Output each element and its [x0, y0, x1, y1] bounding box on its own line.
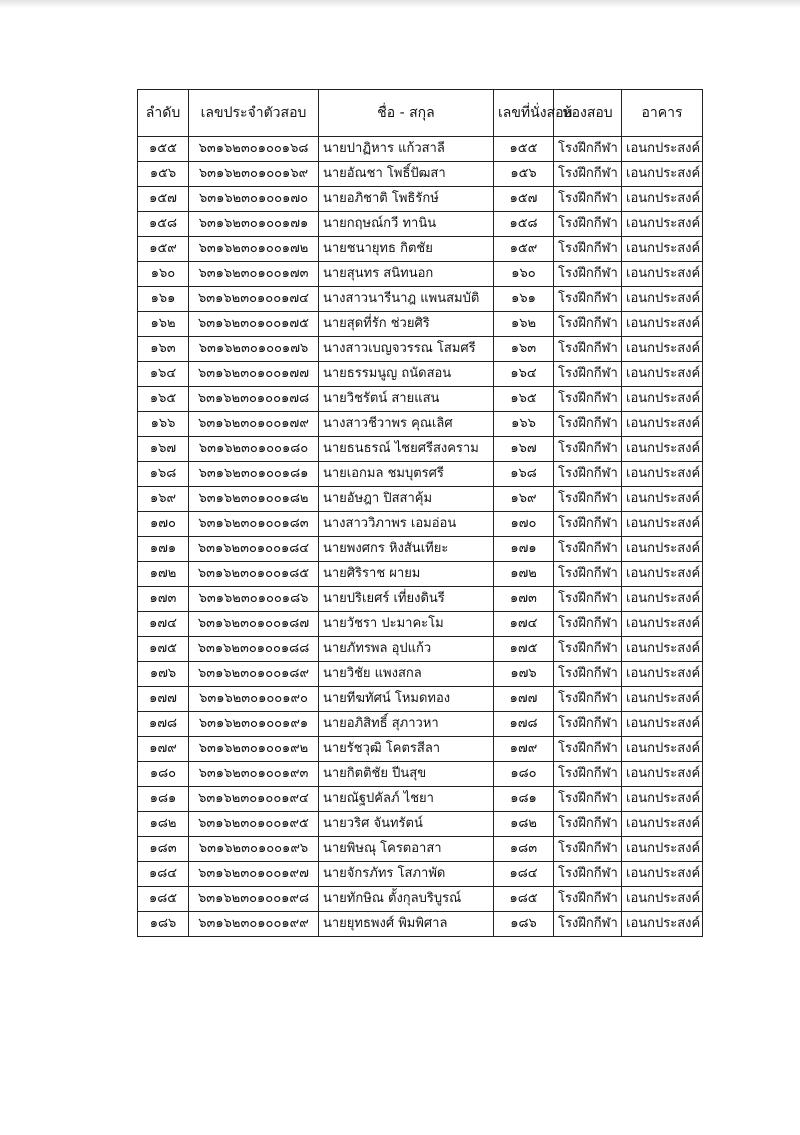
seat-number-cell: ๑๗๕: [494, 637, 554, 662]
table-row: [138, 437, 703, 462]
exam-room-cell: โรงฝึกกีฬา: [554, 312, 622, 337]
seat-number-cell: ๑๗๗: [494, 687, 554, 712]
exam-room-cell: โรงฝึกกีฬา: [554, 762, 622, 787]
header-exam-id: เลขประจำตัวสอบ: [189, 90, 319, 137]
table-row: [138, 787, 703, 812]
full-name-cell: นายธนธรณ์ ไชยศรีสงคราม: [319, 437, 494, 462]
exam-room-cell: โรงฝึกกีฬา: [554, 787, 622, 812]
order-cell: ๑๖๗: [138, 437, 189, 462]
seat-number-cell: ๑๘๒: [494, 812, 554, 837]
exam-id-cell: ๖๓๑๖๒๓๐๑๐๐๑๘๓: [189, 512, 319, 537]
exam-room-cell: โรงฝึกกีฬา: [554, 737, 622, 762]
exam-id-cell: ๖๓๑๖๒๓๐๑๐๐๑๙๓: [189, 762, 319, 787]
building-cell: เอนกประสงค์: [622, 712, 703, 737]
exam-id-cell: ๖๓๑๖๒๓๐๑๐๐๑๗๔: [189, 287, 319, 312]
full-name-cell: นายกิตติชัย ปีนสุข: [319, 762, 494, 787]
exam-id-cell: ๖๓๑๖๒๓๐๑๐๐๑๘๑: [189, 462, 319, 487]
exam-id-cell: ๖๓๑๖๒๓๐๑๐๐๑๙๔: [189, 787, 319, 812]
exam-room-cell: โรงฝึกกีฬา: [554, 362, 622, 387]
seat-number-cell: ๑๖๓: [494, 337, 554, 362]
full-name-cell: นายวริศ จันทรัตน์: [319, 812, 494, 837]
building-cell: เอนกประสงค์: [622, 412, 703, 437]
table-row: [138, 487, 703, 512]
order-cell: ๑๘๓: [138, 837, 189, 862]
seat-number-cell: ๑๕๗: [494, 187, 554, 212]
full-name-cell: นายธรรมนูญ ถนัดสอน: [319, 362, 494, 387]
full-name-cell: นายรัชวุฒิ โคตรสีลา: [319, 737, 494, 762]
building-cell: เอนกประสงค์: [622, 787, 703, 812]
table-row: [138, 262, 703, 287]
full-name-cell: นายเอกมล ชมบุตรศรี: [319, 462, 494, 487]
table-row: [138, 512, 703, 537]
building-cell: เอนกประสงค์: [622, 462, 703, 487]
header-seat-number: เลขที่นั่งสอบ: [494, 90, 554, 137]
building-cell: เอนกประสงค์: [622, 487, 703, 512]
exam-id-cell: ๖๓๑๖๒๓๐๑๐๐๑๙๘: [189, 887, 319, 912]
building-cell: เอนกประสงค์: [622, 687, 703, 712]
table-row: [138, 762, 703, 787]
header-full-name: ชื่อ - สกุล: [319, 90, 494, 137]
order-cell: ๑๗๒: [138, 562, 189, 587]
full-name-cell: นายภัทรพล อุปแก้ว: [319, 637, 494, 662]
seat-number-cell: ๑๗๑: [494, 537, 554, 562]
order-cell: ๑๖๘: [138, 462, 189, 487]
table-row: [138, 887, 703, 912]
order-cell: ๑๘๐: [138, 762, 189, 787]
building-cell: เอนกประสงค์: [622, 637, 703, 662]
order-cell: ๑๖๒: [138, 312, 189, 337]
seat-number-cell: ๑๗๒: [494, 562, 554, 587]
full-name-cell: นายศิริราช ผายม: [319, 562, 494, 587]
order-cell: ๑๗๔: [138, 612, 189, 637]
exam-room-cell: โรงฝึกกีฬา: [554, 162, 622, 187]
exam-id-cell: ๖๓๑๖๒๓๐๑๐๐๑๘๙: [189, 662, 319, 687]
order-cell: ๑๗๑: [138, 537, 189, 562]
order-cell: ๑๘๕: [138, 887, 189, 912]
exam-room-cell: โรงฝึกกีฬา: [554, 212, 622, 237]
exam-room-cell: โรงฝึกกีฬา: [554, 887, 622, 912]
exam-id-cell: ๖๓๑๖๒๓๐๑๐๐๑๘๕: [189, 562, 319, 587]
seat-number-cell: ๑๘๖: [494, 912, 554, 937]
exam-id-cell: ๖๓๑๖๒๓๐๑๐๐๑๙๖: [189, 837, 319, 862]
exam-id-cell: ๖๓๑๖๒๓๐๑๐๐๑๗๐: [189, 187, 319, 212]
order-cell: ๑๖๕: [138, 387, 189, 412]
full-name-cell: นายวัชรา ปะมาคะโม: [319, 612, 494, 637]
exam-id-cell: ๖๓๑๖๒๓๐๑๐๐๑๙๐: [189, 687, 319, 712]
table-row: [138, 462, 703, 487]
building-cell: เอนกประสงค์: [622, 187, 703, 212]
exam-room-cell: โรงฝึกกีฬา: [554, 387, 622, 412]
table-row: [138, 412, 703, 437]
header-exam-room: ห้องสอบ: [554, 90, 622, 137]
building-cell: เอนกประสงค์: [622, 837, 703, 862]
exam-room-cell: โรงฝึกกีฬา: [554, 862, 622, 887]
table-row: [138, 162, 703, 187]
exam-id-cell: ๖๓๑๖๒๓๐๑๐๐๑๗๖: [189, 337, 319, 362]
table-row: [138, 587, 703, 612]
building-cell: เอนกประสงค์: [622, 312, 703, 337]
table-row: [138, 687, 703, 712]
table-row: [138, 662, 703, 687]
exam-id-cell: ๖๓๑๖๒๓๐๑๐๐๑๙๙: [189, 912, 319, 937]
table-row: [138, 812, 703, 837]
order-cell: ๑๗๕: [138, 637, 189, 662]
table-row: [138, 337, 703, 362]
building-cell: เอนกประสงค์: [622, 387, 703, 412]
full-name-cell: นายพิษณุ โครตอาสา: [319, 837, 494, 862]
exam-room-cell: โรงฝึกกีฬา: [554, 587, 622, 612]
building-cell: เอนกประสงค์: [622, 862, 703, 887]
seat-number-cell: ๑๗๓: [494, 587, 554, 612]
full-name-cell: นางสาวเบญจวรรณ โสมศรี: [319, 337, 494, 362]
table-row: [138, 537, 703, 562]
seat-number-cell: ๑๖๔: [494, 362, 554, 387]
table-row: [138, 312, 703, 337]
exam-id-cell: ๖๓๑๖๒๓๐๑๐๐๑๘๐: [189, 437, 319, 462]
building-cell: เอนกประสงค์: [622, 762, 703, 787]
exam-room-cell: โรงฝึกกีฬา: [554, 712, 622, 737]
order-cell: ๑๘๖: [138, 912, 189, 937]
full-name-cell: นายปาฏิหาร แก้วสาลี: [319, 137, 494, 162]
building-cell: เอนกประสงค์: [622, 587, 703, 612]
exam-id-cell: ๖๓๑๖๒๓๐๑๐๐๑๘๗: [189, 612, 319, 637]
order-cell: ๑๗๐: [138, 512, 189, 537]
exam-id-cell: ๖๓๑๖๒๓๐๑๐๐๑๗๙: [189, 412, 319, 437]
building-cell: เอนกประสงค์: [622, 537, 703, 562]
exam-room-cell: โรงฝึกกีฬา: [554, 337, 622, 362]
building-cell: เอนกประสงค์: [622, 237, 703, 262]
seat-number-cell: ๑๖๒: [494, 312, 554, 337]
seat-number-cell: ๑๕๖: [494, 162, 554, 187]
scan-edge: [0, 0, 800, 8]
building-cell: เอนกประสงค์: [622, 437, 703, 462]
full-name-cell: นางสาวนารีนาฎ แพนสมบัติ: [319, 287, 494, 312]
seat-number-cell: ๑๘๔: [494, 862, 554, 887]
full-name-cell: นายณัฐปคัลภ์ ไชยา: [319, 787, 494, 812]
building-cell: เอนกประสงค์: [622, 887, 703, 912]
seat-number-cell: ๑๗๖: [494, 662, 554, 687]
order-cell: ๑๗๘: [138, 712, 189, 737]
exam-seating-table: [137, 89, 703, 937]
order-cell: ๑๗๙: [138, 737, 189, 762]
building-cell: เอนกประสงค์: [622, 362, 703, 387]
exam-id-cell: ๖๓๑๖๒๓๐๑๐๐๑๘๘: [189, 637, 319, 662]
full-name-cell: นายสุนทร สนิทนอก: [319, 262, 494, 287]
full-name-cell: นายอภิชาติ โพธิรักษ์: [319, 187, 494, 212]
seat-number-cell: ๑๖๗: [494, 437, 554, 462]
order-cell: ๑๖๐: [138, 262, 189, 287]
table-row: [138, 137, 703, 162]
exam-id-cell: ๖๓๑๖๒๓๐๑๐๐๑๙๕: [189, 812, 319, 837]
exam-id-cell: ๖๓๑๖๒๓๐๑๐๐๑๙๑: [189, 712, 319, 737]
order-cell: ๑๘๑: [138, 787, 189, 812]
order-cell: ๑๕๘: [138, 212, 189, 237]
exam-room-cell: โรงฝึกกีฬา: [554, 612, 622, 637]
table-row: [138, 637, 703, 662]
exam-room-cell: โรงฝึกกีฬา: [554, 262, 622, 287]
exam-id-cell: ๖๓๑๖๒๓๐๑๐๐๑๘๒: [189, 487, 319, 512]
order-cell: ๑๖๙: [138, 487, 189, 512]
full-name-cell: นางสาวชีวาพร คุณเลิศ: [319, 412, 494, 437]
exam-room-cell: โรงฝึกกีฬา: [554, 912, 622, 937]
exam-id-cell: ๖๓๑๖๒๓๐๑๐๐๑๗๕: [189, 312, 319, 337]
building-cell: เอนกประสงค์: [622, 662, 703, 687]
seat-number-cell: ๑๖๖: [494, 412, 554, 437]
exam-room-cell: โรงฝึกกีฬา: [554, 812, 622, 837]
exam-room-cell: โรงฝึกกีฬา: [554, 837, 622, 862]
order-cell: ๑๖๖: [138, 412, 189, 437]
exam-id-cell: ๖๓๑๖๒๓๐๑๐๐๑๘๔: [189, 537, 319, 562]
full-name-cell: นายพงศกร หิงสันเทียะ: [319, 537, 494, 562]
full-name-cell: นายยุทธพงศ์ พิมพิศาล: [319, 912, 494, 937]
header-row: [138, 90, 703, 137]
exam-room-cell: โรงฝึกกีฬา: [554, 287, 622, 312]
full-name-cell: นายวิชัย แพงสกล: [319, 662, 494, 687]
seat-number-cell: ๑๕๕: [494, 137, 554, 162]
building-cell: เอนกประสงค์: [622, 737, 703, 762]
seat-number-cell: ๑๖๐: [494, 262, 554, 287]
exam-room-cell: โรงฝึกกีฬา: [554, 562, 622, 587]
full-name-cell: นายปริเยศร์ เที่ยงดินรี: [319, 587, 494, 612]
building-cell: เอนกประสงค์: [622, 512, 703, 537]
building-cell: เอนกประสงค์: [622, 287, 703, 312]
exam-id-cell: ๖๓๑๖๒๓๐๑๐๐๑๖๘: [189, 137, 319, 162]
full-name-cell: นายอภิสิทธิ์ สุภาวหา: [319, 712, 494, 737]
building-cell: เอนกประสงค์: [622, 337, 703, 362]
table-row: [138, 562, 703, 587]
full-name-cell: นายจักรภัทร โสภาพัด: [319, 862, 494, 887]
building-cell: เอนกประสงค์: [622, 212, 703, 237]
full-name-cell: นายอัษฎา ปิสสาคุ้ม: [319, 487, 494, 512]
building-cell: เอนกประสงค์: [622, 612, 703, 637]
seat-number-cell: ๑๗๔: [494, 612, 554, 637]
seat-number-cell: ๑๘๕: [494, 887, 554, 912]
order-cell: ๑๘๒: [138, 812, 189, 837]
exam-room-cell: โรงฝึกกีฬา: [554, 237, 622, 262]
seat-number-cell: ๑๖๙: [494, 487, 554, 512]
exam-id-cell: ๖๓๑๖๒๓๐๑๐๐๑๗๒: [189, 237, 319, 262]
table-row: [138, 912, 703, 937]
order-cell: ๑๖๑: [138, 287, 189, 312]
exam-room-cell: โรงฝึกกีฬา: [554, 537, 622, 562]
building-cell: เอนกประสงค์: [622, 562, 703, 587]
exam-id-cell: ๖๓๑๖๒๓๐๑๐๐๑๗๘: [189, 387, 319, 412]
exam-id-cell: ๖๓๑๖๒๓๐๑๐๐๑๙๗: [189, 862, 319, 887]
seat-number-cell: ๑๗๐: [494, 512, 554, 537]
exam-id-cell: ๖๓๑๖๒๓๐๑๐๐๑๘๖: [189, 587, 319, 612]
full-name-cell: นายทักษิณ ตั้งกุลบริบูรณ์: [319, 887, 494, 912]
full-name-cell: นางสาววิภาพร เอมอ่อน: [319, 512, 494, 537]
table-row: [138, 187, 703, 212]
table-row: [138, 362, 703, 387]
table-row: [138, 712, 703, 737]
seat-number-cell: ๑๖๘: [494, 462, 554, 487]
seat-number-cell: ๑๗๙: [494, 737, 554, 762]
table-row: [138, 212, 703, 237]
seat-number-cell: ๑๕๘: [494, 212, 554, 237]
exam-id-cell: ๖๓๑๖๒๓๐๑๐๐๑๗๑: [189, 212, 319, 237]
header-order: ลำดับ: [138, 90, 189, 137]
seat-number-cell: ๑๖๑: [494, 287, 554, 312]
full-name-cell: นายวิชรัตน์ สายแสน: [319, 387, 494, 412]
building-cell: เอนกประสงค์: [622, 162, 703, 187]
exam-id-cell: ๖๓๑๖๒๓๐๑๐๐๑๖๙: [189, 162, 319, 187]
table-row: [138, 737, 703, 762]
full-name-cell: นายอัณชา โพธิ์ปัฒสา: [319, 162, 494, 187]
table-row: [138, 837, 703, 862]
exam-room-cell: โรงฝึกกีฬา: [554, 487, 622, 512]
exam-id-cell: ๖๓๑๖๒๓๐๑๐๐๑๙๒: [189, 737, 319, 762]
table-row: [138, 862, 703, 887]
exam-room-cell: โรงฝึกกีฬา: [554, 637, 622, 662]
exam-room-cell: โรงฝึกกีฬา: [554, 187, 622, 212]
table-row: [138, 387, 703, 412]
exam-room-cell: โรงฝึกกีฬา: [554, 462, 622, 487]
exam-room-cell: โรงฝึกกีฬา: [554, 412, 622, 437]
seat-number-cell: ๑๘๓: [494, 837, 554, 862]
seat-number-cell: ๑๕๙: [494, 237, 554, 262]
order-cell: ๑๕๖: [138, 162, 189, 187]
seat-number-cell: ๑๘๐: [494, 762, 554, 787]
exam-room-cell: โรงฝึกกีฬา: [554, 137, 622, 162]
order-cell: ๑๘๔: [138, 862, 189, 887]
exam-id-cell: ๖๓๑๖๒๓๐๑๐๐๑๗๗: [189, 362, 319, 387]
full-name-cell: นายชนายุทธ กิตชัย: [319, 237, 494, 262]
exam-room-cell: โรงฝึกกีฬา: [554, 687, 622, 712]
full-name-cell: นายทีฆทัศน์ โหมดทอง: [319, 687, 494, 712]
building-cell: เอนกประสงค์: [622, 812, 703, 837]
full-name-cell: นายกฤษณ์กวี ทานิน: [319, 212, 494, 237]
order-cell: ๑๖๔: [138, 362, 189, 387]
full-name-cell: นายสุดที่รัก ช่วยศิริ: [319, 312, 494, 337]
order-cell: ๑๕๙: [138, 237, 189, 262]
seat-number-cell: ๑๘๑: [494, 787, 554, 812]
order-cell: ๑๕๕: [138, 137, 189, 162]
table-header: [138, 90, 703, 137]
seat-number-cell: ๑๗๘: [494, 712, 554, 737]
order-cell: ๑๕๗: [138, 187, 189, 212]
building-cell: เอนกประสงค์: [622, 137, 703, 162]
exam-room-cell: โรงฝึกกีฬา: [554, 437, 622, 462]
table-body: [138, 137, 703, 937]
seat-number-cell: ๑๖๕: [494, 387, 554, 412]
table-row: [138, 287, 703, 312]
header-building: อาคาร: [622, 90, 703, 137]
table-row: [138, 237, 703, 262]
order-cell: ๑๗๖: [138, 662, 189, 687]
building-cell: เอนกประสงค์: [622, 262, 703, 287]
building-cell: เอนกประสงค์: [622, 912, 703, 937]
exam-id-cell: ๖๓๑๖๒๓๐๑๐๐๑๗๓: [189, 262, 319, 287]
exam-room-cell: โรงฝึกกีฬา: [554, 662, 622, 687]
order-cell: ๑๗๓: [138, 587, 189, 612]
order-cell: ๑๗๗: [138, 687, 189, 712]
order-cell: ๑๖๓: [138, 337, 189, 362]
table-row: [138, 612, 703, 637]
exam-room-cell: โรงฝึกกีฬา: [554, 512, 622, 537]
